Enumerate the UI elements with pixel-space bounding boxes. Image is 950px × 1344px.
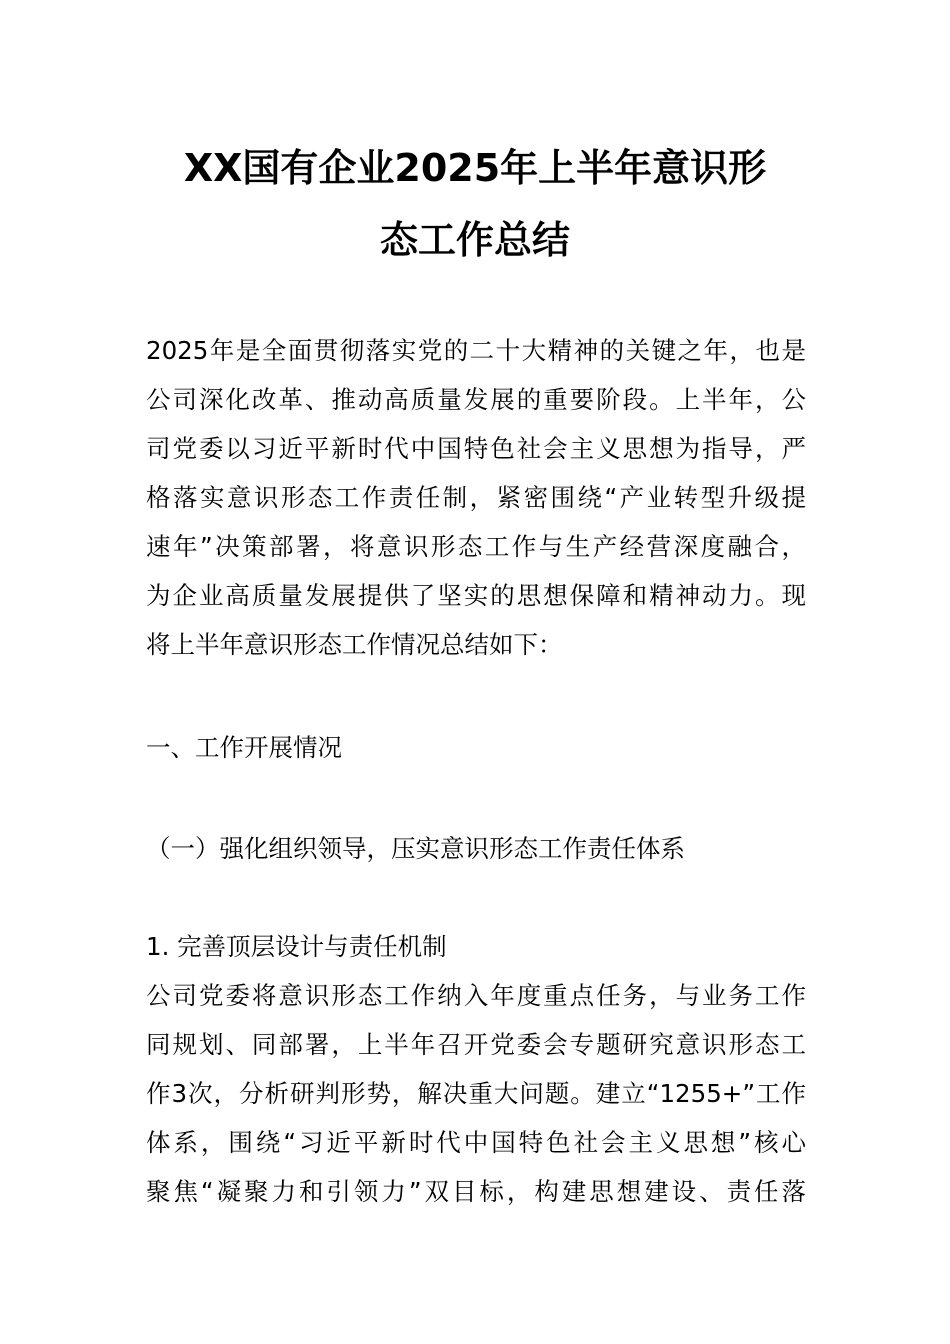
item-body-line-2: 同规划、同部署，上半年召开党委会专题研究意识形态工 bbox=[146, 1030, 806, 1059]
item-body-line-1: 公司党委将意识形态工作纳入年度重点任务，与业务工作 bbox=[146, 981, 806, 1010]
intro-line-7: 将上半年意识形态工作情况总结如下： bbox=[146, 630, 563, 659]
item-body-line-5: 聚焦“凝聚力和引领力”双目标，构建思想建设、责任落 bbox=[146, 1177, 806, 1206]
intro-line-5: 速年”决策部署，将意识形态工作与生产经营深度融合， bbox=[146, 532, 806, 561]
subsection-heading: （一）强化组织领导，压实意识形态工作责任体系 bbox=[146, 834, 685, 863]
intro-line-1: 2025年是全面贯彻落实党的二十大精神的关键之年，也是 bbox=[146, 336, 806, 365]
item-body-line-3: 作3次，分析研判形势，解决重大问题。建立“1255+”工作 bbox=[146, 1079, 806, 1108]
title-line-1: XX国有企业2025年上半年意识形 bbox=[183, 146, 767, 190]
item-body-line-4: 体系，围绕“习近平新时代中国特色社会主义思想”核心 bbox=[146, 1128, 806, 1157]
intro-line-3: 司党委以习近平新时代中国特色社会主义思想为指导，严 bbox=[146, 434, 806, 463]
intro-line-6: 为企业高质量发展提供了坚实的思想保障和精神动力。现 bbox=[146, 581, 806, 610]
item-heading: 1. 完善顶层设计与责任机制 bbox=[146, 932, 447, 961]
intro-line-2: 公司深化改革、推动高质量发展的重要阶段。上半年，公 bbox=[146, 385, 806, 414]
intro-line-4: 格落实意识形态工作责任制，紧密围绕“产业转型升级提 bbox=[146, 483, 806, 512]
title-line-2: 态工作总结 bbox=[379, 218, 570, 262]
section-heading: 一、工作开展情况 bbox=[146, 733, 342, 762]
